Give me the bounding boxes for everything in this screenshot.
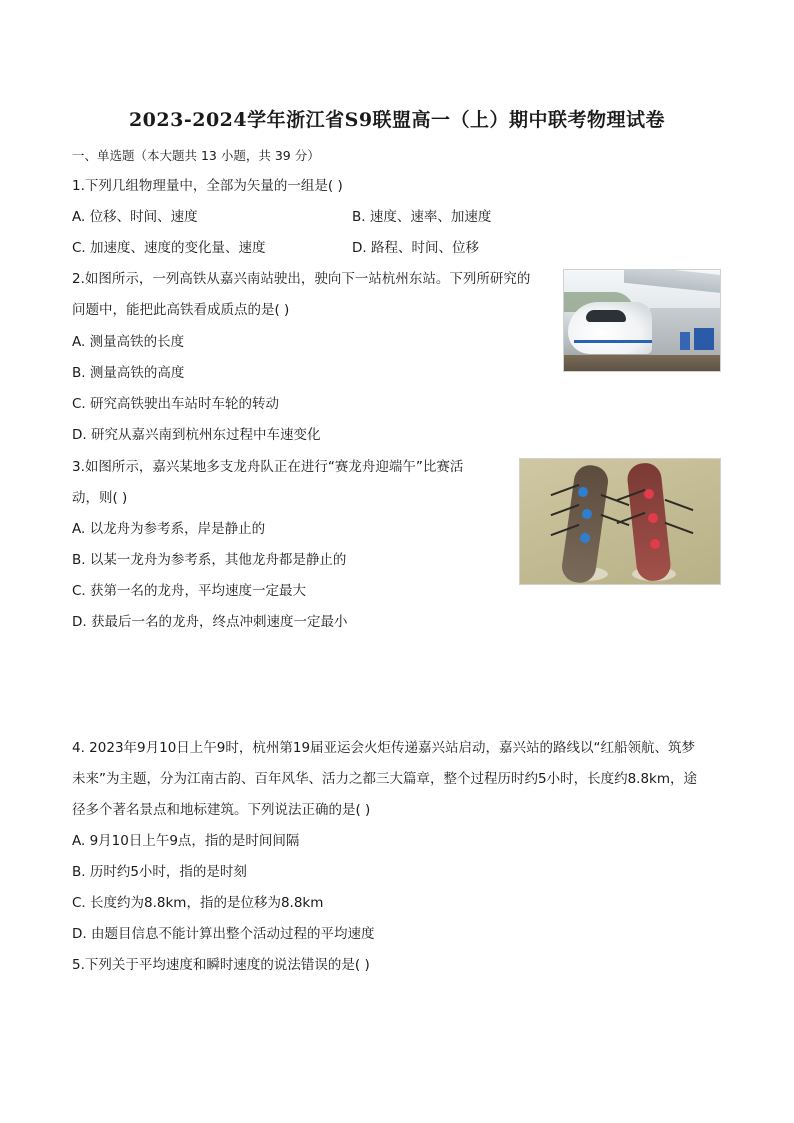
question-5-stem: 5.下列关于平均速度和瞬时速度的说法错误的是( ) [72, 957, 370, 973]
question-3-stem-line-2: 动，则( ) [72, 490, 128, 506]
question-2-option-d: D. 研究从嘉兴南到杭州东过程中车速变化 [72, 427, 321, 443]
question-1-option-c: C. 加速度、速度的变化量、速度 [72, 240, 266, 256]
dragon-boat-photo [519, 458, 721, 585]
question-4-stem-line-2: 未来”为主题，分为江南古韵、百年风华、活力之都三大篇章，整个过程历时约5小时，长度约8.8km，途 [72, 771, 698, 787]
question-3-option-d: D. 获最后一名的龙舟，终点冲刺速度一定最小 [72, 614, 348, 630]
page-title: 2023-2024学年浙江省S9联盟高一（上）期中联考物理试卷 [128, 109, 666, 131]
question-4-option-a: A. 9月10日上午9点，指的是时间间隔 [72, 833, 300, 849]
question-2-stem-line-1: 2.如图所示，一列高铁从嘉兴南站驶出，驶向下一站杭州东站。下列所研究的 [72, 271, 531, 287]
question-2-option-b: B. 测量高铁的高度 [72, 365, 185, 381]
question-4-option-c: C. 长度约为8.8km，指的是位移为8.8km [72, 895, 324, 911]
question-1-option-d: D. 路程、时间、位移 [352, 240, 479, 256]
question-3-option-c: C. 获第一名的龙舟，平均速度一定最大 [72, 583, 307, 599]
question-2-option-c: C. 研究高铁驶出车站时车轮的转动 [72, 396, 280, 412]
question-4-option-d: D. 由题目信息不能计算出整个活动过程的平均速度 [72, 926, 375, 942]
question-4-stem-line-1: 4. 2023年9月10日上午9时，杭州第19届亚运会火炬传递嘉兴站启动，嘉兴站的路线以“红船领航、筑梦 [72, 740, 696, 756]
question-1-option-a: A. 位移、时间、速度 [72, 209, 198, 225]
question-1-stem: 1.下列几组物理量中，全部为矢量的一组是( ) [72, 178, 343, 194]
question-3-option-a: A. 以龙舟为参考系，岸是静止的 [72, 521, 266, 537]
high-speed-train-photo [563, 269, 721, 372]
section-heading: 一、单选题（本大题共 13 小题，共 39 分） [72, 148, 320, 163]
question-2-stem-line-2: 问题中，能把此高铁看成质点的是( ) [72, 302, 290, 318]
question-4-stem-line-3: 径多个著名景点和地标建筑。下列说法正确的是( ) [72, 802, 371, 818]
question-3-option-b: B. 以某一龙舟为参考系，其他龙舟都是静止的 [72, 552, 347, 568]
question-1-option-b: B. 速度、速率、加速度 [352, 209, 492, 225]
question-3-stem-line-1: 3.如图所示，嘉兴某地多支龙舟队正在进行“赛龙舟迎端午”比赛活 [72, 459, 464, 475]
question-2-option-a: A. 测量高铁的长度 [72, 334, 185, 350]
question-4-option-b: B. 历时约5小时，指的是时刻 [72, 864, 247, 880]
